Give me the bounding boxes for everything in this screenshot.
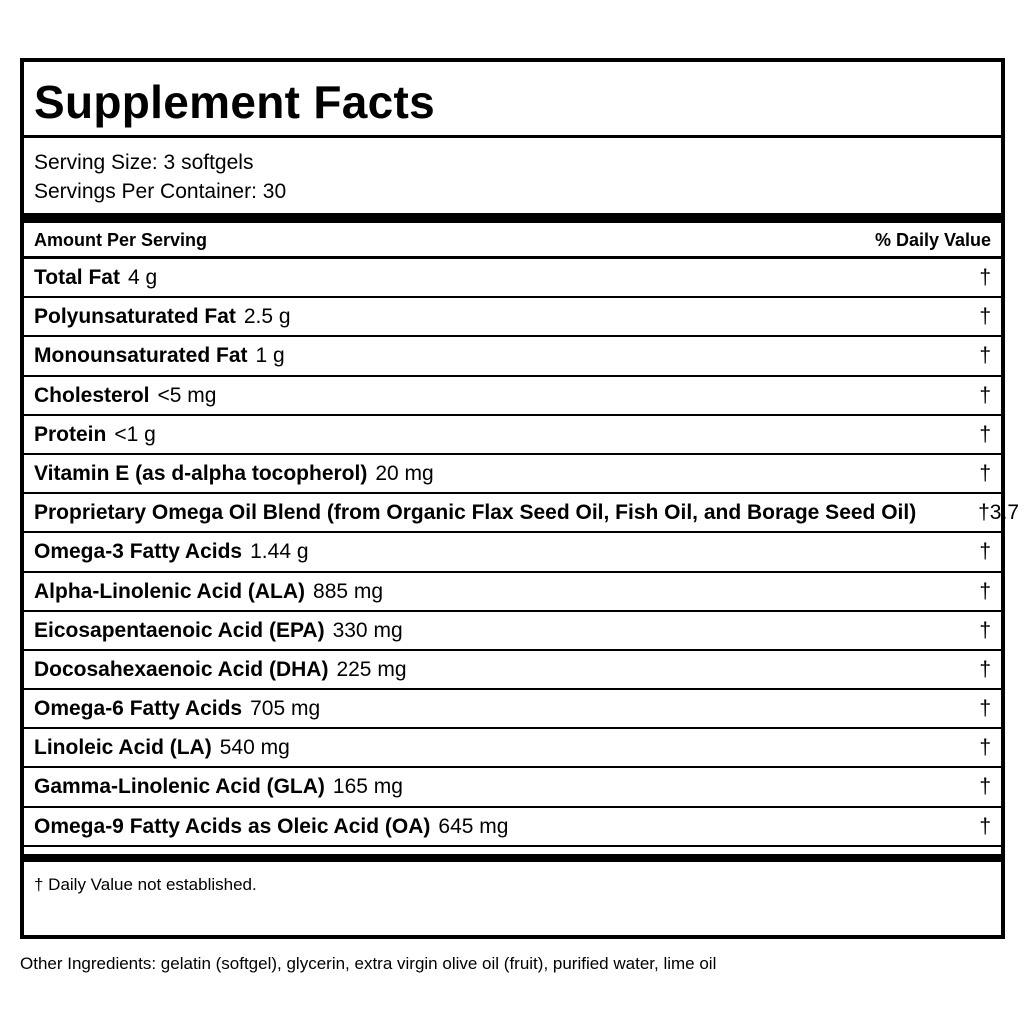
nutrient-row: [24, 690, 1001, 729]
nutrient-name: Cholesterol: [34, 383, 150, 407]
nutrient-daily-value: †: [979, 305, 991, 329]
nutrient-name-wrap: [34, 377, 216, 415]
nutrient-row: [24, 729, 1001, 768]
nutrient-daily-value: †: [979, 579, 991, 603]
nutrient-row: [24, 337, 1001, 376]
nutrient-amount: 885 mg: [313, 579, 384, 603]
nutrient-row: [24, 808, 1001, 847]
nutrient-name-wrap: [34, 573, 383, 611]
nutrient-name: Protein: [34, 422, 107, 446]
nutrient-daily-value: †: [979, 422, 991, 446]
nutrient-name-wrap: [34, 455, 434, 493]
other-ingredients: Other Ingredients: gelatin (softgel), glycerin, extra virgin olive oil (fruit), purified water, lime oil: [20, 954, 717, 973]
nutrient-name-wrap: [34, 729, 290, 767]
nutrient-amount: 330 mg: [332, 618, 403, 642]
nutrient-rows: [24, 259, 1019, 847]
nutrient-row: [24, 416, 1001, 455]
servings-per-container: Servings Per Container: 30: [34, 180, 287, 203]
nutrient-name: Polyunsaturated Fat: [34, 305, 236, 329]
nutrient-row: [24, 768, 1001, 807]
nutrient-row: [24, 494, 1019, 533]
nutrient-daily-value: †: [979, 618, 991, 642]
nutrient-name-wrap: [34, 337, 285, 375]
column-header-row: [24, 223, 1001, 259]
nutrient-name: Omega-9 Fatty Acids as Oleic Acid (OA): [34, 814, 431, 838]
nutrient-daily-value: †: [979, 383, 991, 407]
nutrient-daily-value: †: [979, 697, 991, 721]
thick-divider: [24, 213, 1001, 223]
nutrient-row: [24, 573, 1001, 612]
nutrient-row: [24, 298, 1001, 337]
nutrient-daily-value: †: [979, 266, 991, 289]
nutrient-amount: 165 mg: [332, 775, 403, 799]
nutrient-row: [24, 455, 1001, 494]
nutrient-name-wrap: [34, 690, 320, 728]
daily-value-footnote: † Daily Value not established.: [34, 875, 257, 894]
nutrient-amount: 225 mg: [336, 657, 407, 681]
nutrient-amount: 20 mg: [375, 461, 434, 485]
serving-size: Serving Size: 3 softgels: [34, 151, 254, 174]
nutrient-name: Proprietary Omega Oil Blend (from Organic Flax Seed Oil, Fish Oil, and Borage Seed Oil): [34, 501, 917, 525]
nutrient-amount: <5 mg: [157, 383, 217, 407]
nutrient-amount: 1.44 g: [250, 540, 309, 564]
nutrient-amount: 645 mg: [438, 814, 509, 838]
nutrient-daily-value: †3.7: [978, 501, 1019, 525]
nutrient-row: [24, 612, 1001, 651]
amount-per-serving-label: Amount Per Serving: [34, 230, 208, 250]
nutrient-name: Eicosapentaenoic Acid (EPA): [34, 618, 325, 642]
nutrient-name-wrap: [34, 298, 291, 336]
nutrient-name: Vitamin E (as d-alpha tocopherol): [34, 461, 368, 485]
nutrient-name: Monounsaturated Fat: [34, 344, 248, 368]
serving-info: [34, 148, 286, 206]
nutrient-name: Docosahexaenoic Acid (DHA): [34, 657, 329, 681]
nutrient-name: Gamma-Linolenic Acid (GLA): [34, 775, 325, 799]
nutrient-name-wrap: [34, 533, 309, 571]
nutrient-daily-value: †: [979, 344, 991, 368]
nutrient-amount: 540 mg: [219, 736, 290, 760]
nutrient-daily-value: †: [979, 736, 991, 760]
nutrient-name: Omega-3 Fatty Acids: [34, 540, 243, 564]
nutrient-name-wrap: [34, 259, 157, 297]
nutrient-name: Alpha-Linolenic Acid (ALA): [34, 579, 306, 603]
nutrient-amount: <1 g: [114, 422, 156, 446]
nutrient-name-wrap: [34, 768, 403, 806]
nutrient-name-wrap: [34, 494, 916, 532]
panel-title: Supplement Facts: [24, 62, 1001, 138]
nutrient-daily-value: †: [979, 540, 991, 564]
nutrient-name-wrap: [34, 416, 156, 454]
nutrient-name-wrap: [34, 808, 508, 846]
nutrient-daily-value: †: [979, 775, 991, 799]
nutrient-daily-value: †: [979, 657, 991, 681]
nutrient-row: [24, 533, 1001, 572]
nutrient-daily-value: †: [979, 814, 991, 838]
supplement-facts-panel: [20, 58, 1019, 939]
nutrient-row: [24, 651, 1001, 690]
nutrient-name: Total Fat: [34, 266, 120, 289]
nutrient-daily-value: †: [979, 461, 991, 485]
nutrient-name-wrap: [34, 651, 407, 689]
nutrient-row: [24, 259, 1001, 298]
nutrient-name-wrap: [34, 612, 403, 650]
nutrient-amount: 4 g: [127, 266, 158, 289]
nutrient-amount: 2.5 g: [243, 305, 291, 329]
daily-value-label: % Daily Value: [874, 230, 991, 250]
nutrient-name: Omega-6 Fatty Acids: [34, 697, 243, 721]
bottom-thick-divider: [24, 854, 1001, 862]
nutrient-amount: 705 mg: [250, 697, 321, 721]
nutrient-row: [24, 377, 1001, 416]
nutrient-amount: 1 g: [255, 344, 285, 368]
nutrient-name: Linoleic Acid (LA): [34, 736, 212, 760]
